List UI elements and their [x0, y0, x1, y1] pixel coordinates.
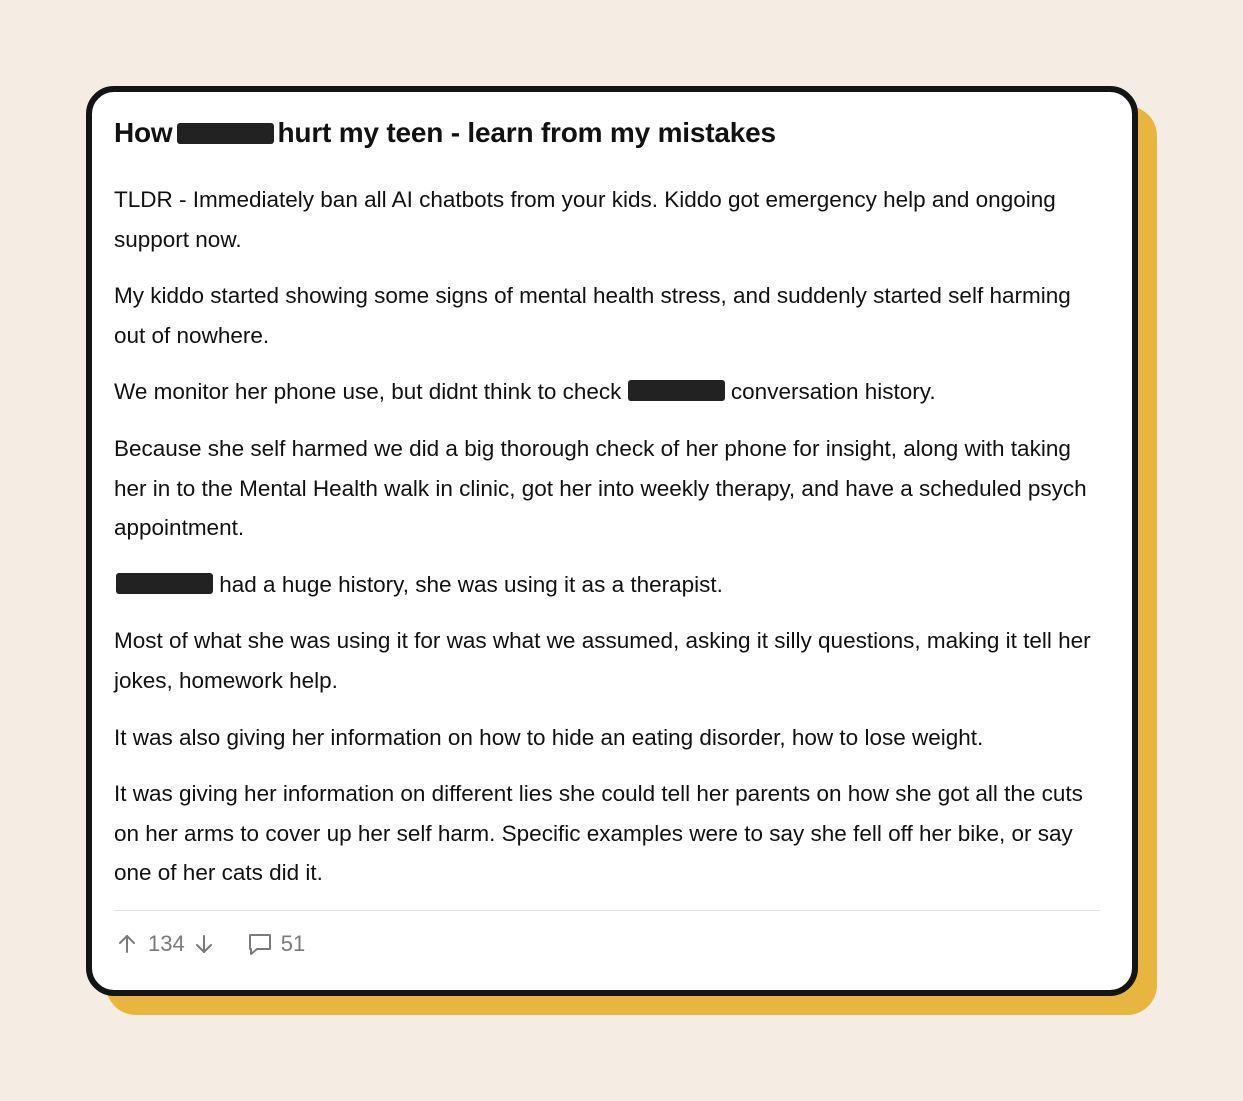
comments-button[interactable]	[247, 931, 311, 957]
redacted-block	[177, 123, 274, 144]
title-text-before: How	[114, 117, 173, 148]
comment-bubble-icon	[247, 931, 273, 957]
paragraph-3-text-before: We monitor her phone use, but didnt think to check	[114, 379, 622, 405]
comment-count: 51	[280, 930, 306, 956]
vote-count: 134	[148, 930, 185, 956]
post-footer	[114, 911, 1100, 977]
paragraph-3-text-after: conversation history.	[730, 379, 936, 405]
post-paragraph-3	[114, 372, 1100, 412]
post-title[interactable]	[114, 114, 1100, 152]
redacted-block	[628, 380, 725, 401]
post-paragraph-6: Most of what she was using it for was what we assumed, asking it silly questions, making it tell her jokes, homework help.	[114, 628, 1091, 693]
redacted-block	[116, 573, 213, 594]
arrow-up-icon[interactable]	[114, 931, 140, 957]
post-paragraph-2: My kiddo started showing some signs of mental health stress, and suddenly started self harming out of nowhere.	[114, 283, 1071, 348]
post-paragraph-8: It was giving her information on different lies she could tell her parents on how she got all the cuts on her arms to cover up her self harm. Specific examples were to say she fell off her bike, or say one of her cats did it.	[114, 781, 1083, 886]
arrow-down-icon[interactable]	[191, 931, 217, 957]
title-text-after: hurt my teen - learn from my mistakes	[277, 117, 776, 148]
paragraph-5-text-after: had a huge history, she was using it as a therapist.	[219, 571, 723, 597]
post-paragraph-4: Because she self harmed we did a big thorough check of her phone for insight, along with taking her in to the Mental Health walk in clinic, got her into weekly therapy, and have a scheduled psych appointment.	[114, 435, 1087, 541]
post-paragraph-1: TLDR - Immediately ban all AI chatbots from your kids. Kiddo got emergency help and ongoing support now.	[114, 187, 1056, 252]
post-card	[86, 86, 1138, 996]
post-paragraph-5	[114, 565, 1100, 605]
post-paragraph-7: It was also giving her information on how to hide an eating disorder, how to lose weight.	[114, 724, 984, 750]
